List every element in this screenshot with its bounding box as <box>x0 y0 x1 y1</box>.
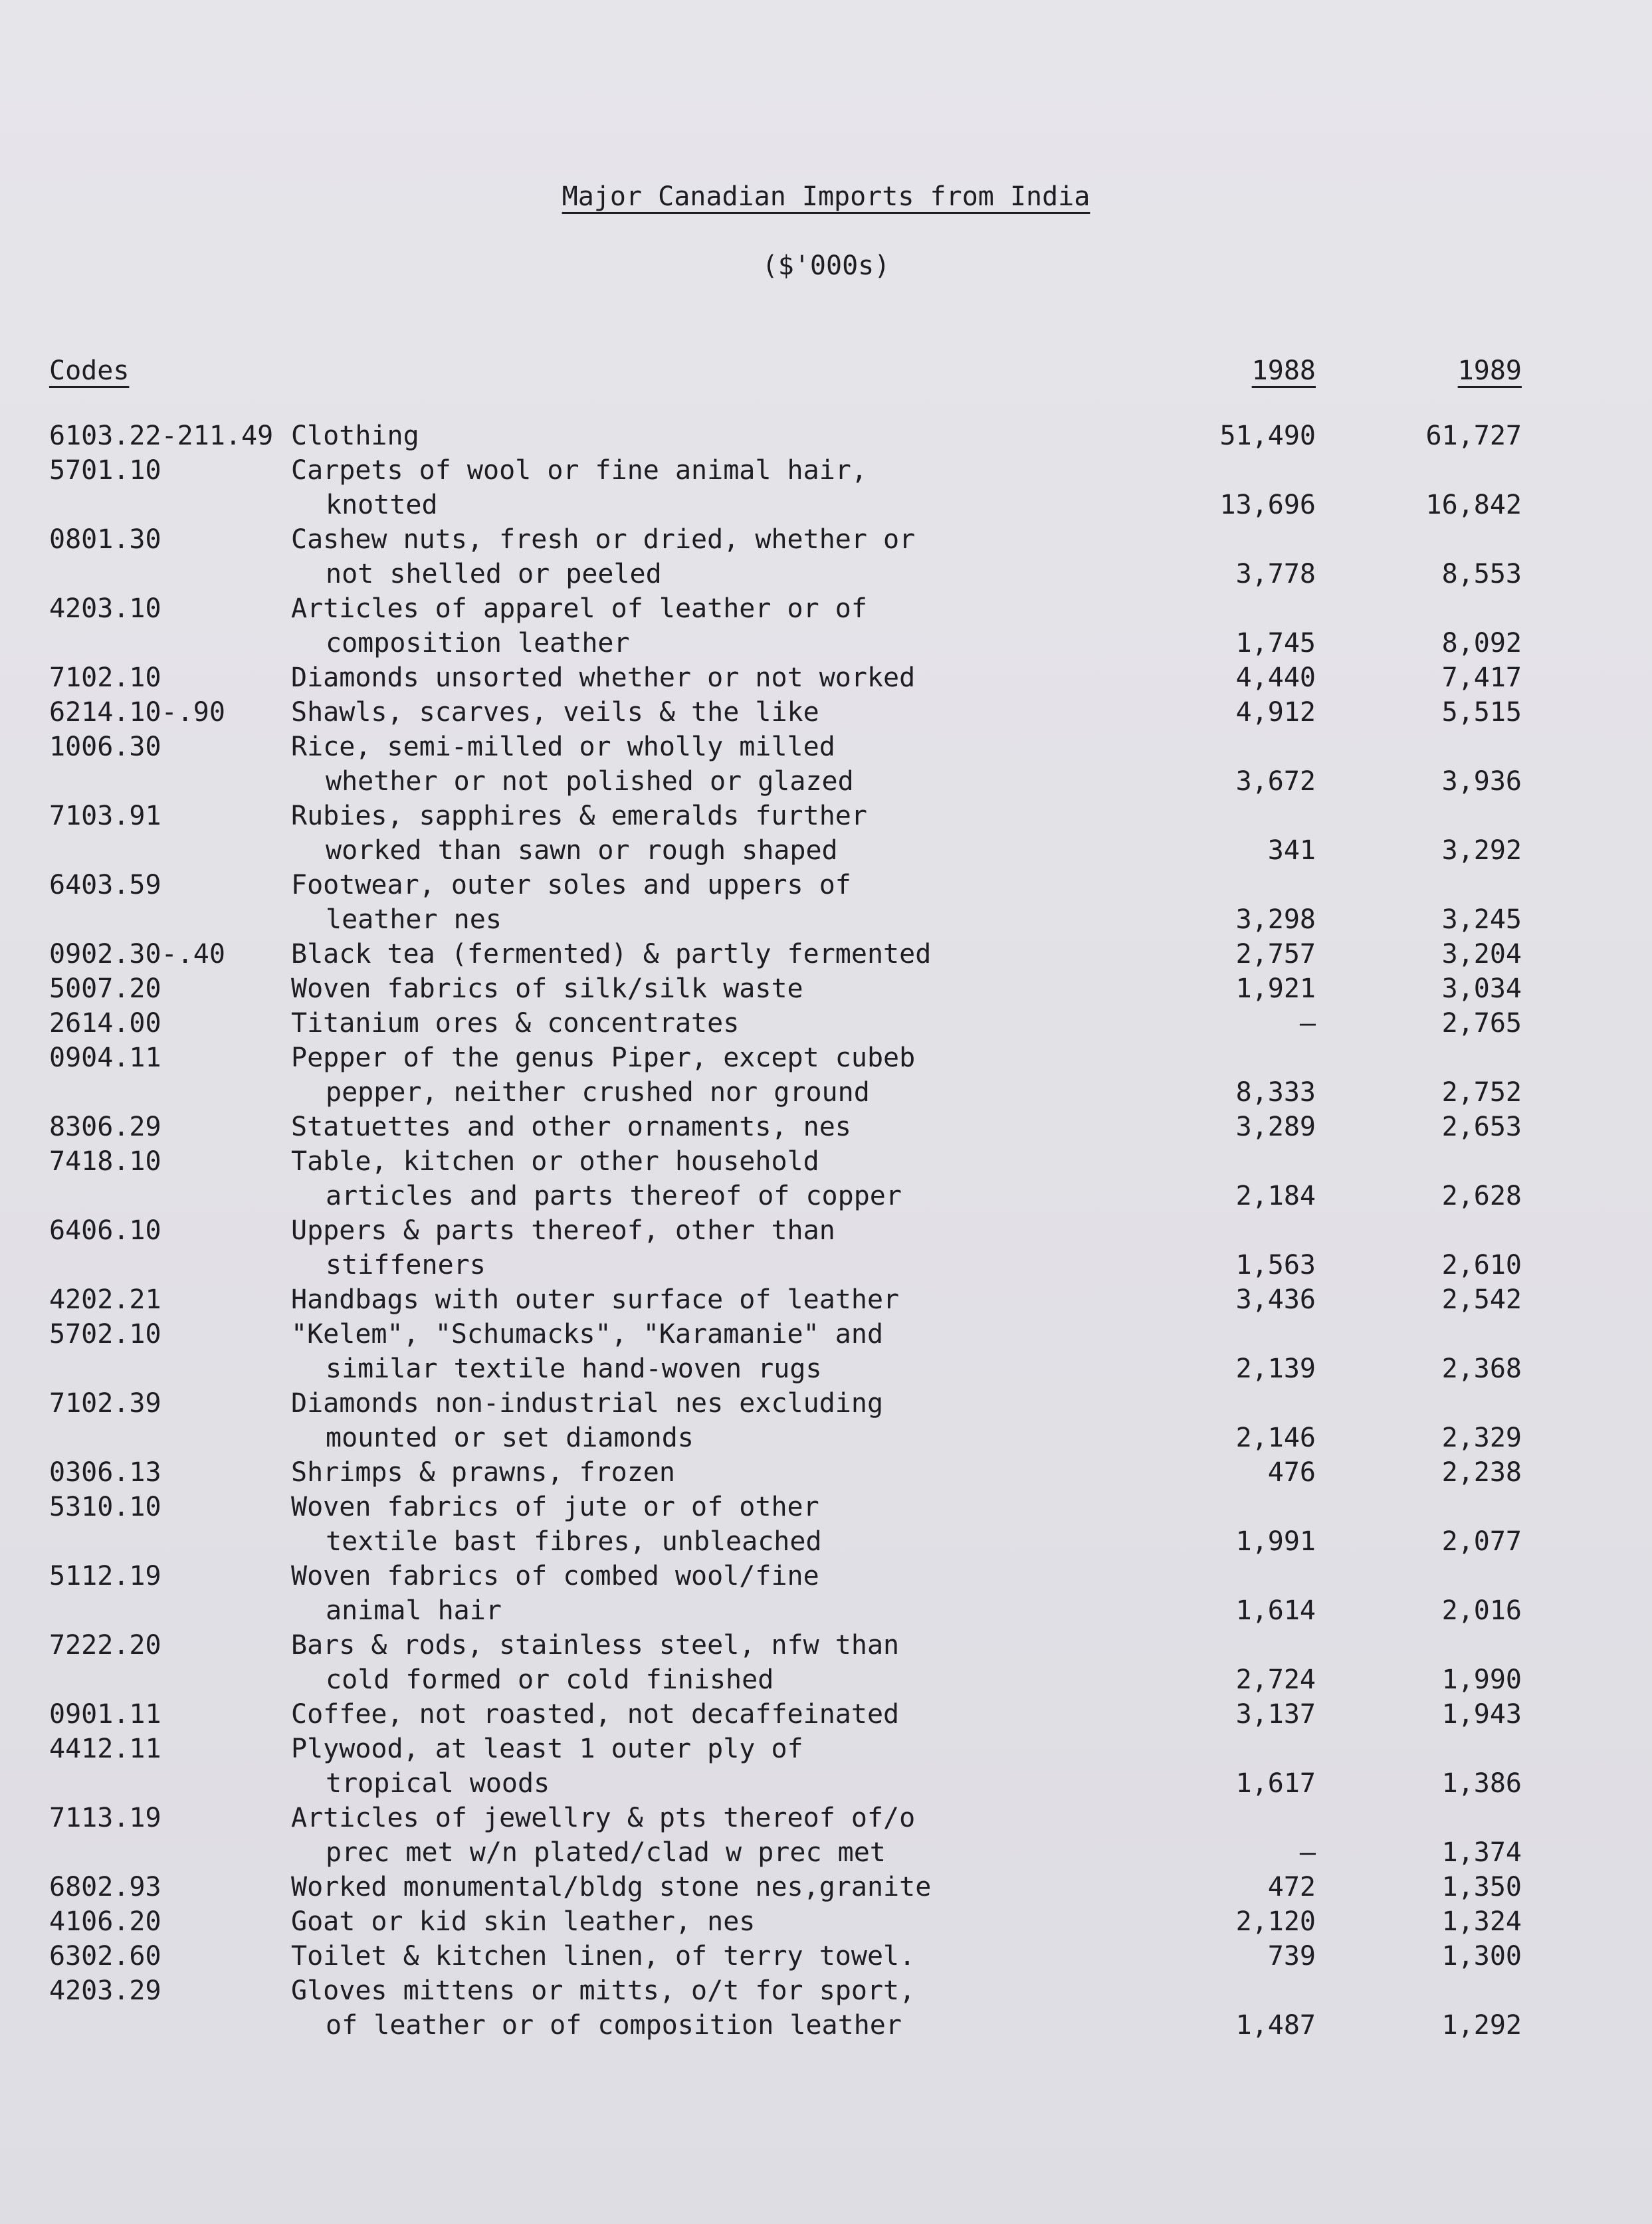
value-1989: 3,204 <box>1441 939 1522 969</box>
commodity-description <box>291 453 867 522</box>
value-1988: 476 <box>1267 1457 1316 1488</box>
value-1989: 5,515 <box>1441 697 1522 728</box>
commodity-description <box>291 1006 739 1041</box>
value-1988: 3,778 <box>1235 559 1316 589</box>
value-1988: 1,487 <box>1235 2010 1316 2041</box>
description-line: composition leather <box>326 628 630 658</box>
description-line: Diamonds unsorted whether or not worked <box>291 662 916 693</box>
value-1988: 1,614 <box>1235 1595 1316 1626</box>
commodity-code: 7102.39 <box>49 1388 161 1419</box>
commodity-code: 2614.00 <box>49 1008 161 1039</box>
value-1989: 2,016 <box>1441 1595 1522 1626</box>
value-1988: 51,490 <box>1219 421 1316 451</box>
value-1988: 8,333 <box>1235 1077 1316 1108</box>
value-1989: 2,752 <box>1441 1077 1522 1108</box>
commodity-code: 7103.91 <box>49 801 161 831</box>
value-1989: 2,765 <box>1441 1008 1522 1039</box>
commodity-code: 1006.30 <box>49 732 161 762</box>
commodity-code: 5112.19 <box>49 1561 161 1591</box>
table-row <box>0 1697 1652 1732</box>
value-1988: 739 <box>1267 1941 1316 1971</box>
description-line: of leather or of composition leather <box>326 2010 902 2041</box>
description-line: "Kelem", "Schumacks", "Karamanie" and <box>291 1319 884 1350</box>
value-1988: 3,289 <box>1235 1112 1316 1142</box>
commodity-description <box>291 1628 899 1697</box>
value-1989: 1,990 <box>1441 1665 1522 1695</box>
commodity-description <box>291 1939 915 1973</box>
commodity-description <box>291 1559 819 1628</box>
description-line: not shelled or peeled <box>326 559 662 589</box>
commodity-code: 6214.10-.90 <box>49 697 225 728</box>
commodity-code: 6802.93 <box>49 1872 161 1902</box>
value-1988: 13,696 <box>1219 490 1316 520</box>
table-row <box>0 1939 1652 1973</box>
value-1989: 1,943 <box>1441 1699 1522 1730</box>
commodity-code: 5702.10 <box>49 1319 161 1350</box>
description-line: cold formed or cold finished <box>326 1665 774 1695</box>
commodity-code: 7113.19 <box>49 1803 161 1833</box>
value-1989: 2,329 <box>1441 1423 1522 1453</box>
value-1989: 3,292 <box>1441 835 1522 866</box>
document-title: Major Canadian Imports from India <box>562 181 1090 212</box>
commodity-description <box>291 1386 883 1455</box>
commodity-description <box>291 1317 883 1386</box>
table-row <box>0 695 1652 730</box>
table-row <box>0 1628 1652 1697</box>
commodity-description <box>291 591 867 660</box>
table-row <box>0 730 1652 799</box>
commodity-description <box>291 799 867 868</box>
description-line: Coffee, not roasted, not decaffeinated <box>291 1699 900 1730</box>
commodity-description <box>291 730 854 799</box>
commodity-description <box>291 695 819 730</box>
description-line: Table, kitchen or other household <box>291 1146 819 1177</box>
commodity-code: 5701.10 <box>49 455 161 486</box>
table-row <box>0 1455 1652 1490</box>
value-1989: 2,628 <box>1441 1181 1522 1211</box>
description-line: Black tea (fermented) & partly fermented <box>291 939 932 969</box>
description-line: Clothing <box>291 421 419 451</box>
commodity-code: 4203.10 <box>49 593 161 624</box>
commodity-description <box>291 419 419 453</box>
commodity-code: 5310.10 <box>49 1492 161 1522</box>
description-line: articles and parts thereof of copper <box>326 1181 902 1211</box>
commodity-code: 4202.21 <box>49 1284 161 1315</box>
description-line: mounted or set diamonds <box>326 1423 694 1453</box>
value-1988: 1,921 <box>1235 973 1316 1004</box>
description-line: Woven fabrics of combed wool/fine <box>291 1561 819 1591</box>
value-1989: 2,077 <box>1441 1526 1522 1557</box>
value-1988: – <box>1299 1008 1316 1039</box>
commodity-code: 0306.13 <box>49 1457 161 1488</box>
value-1988: 4,912 <box>1235 697 1316 728</box>
value-1989: 2,368 <box>1441 1354 1522 1384</box>
commodity-description <box>291 1870 931 1904</box>
value-1988: 1,991 <box>1235 1526 1316 1557</box>
table-row <box>0 937 1652 971</box>
column-header-1988: 1988 <box>1251 355 1316 386</box>
value-1989: 8,092 <box>1441 628 1522 658</box>
description-line: Shawls, scarves, veils & the like <box>291 697 819 728</box>
table-row <box>0 1110 1652 1144</box>
commodity-code: 4106.20 <box>49 1906 161 1937</box>
value-1988: 3,436 <box>1235 1284 1316 1315</box>
commodity-code: 8306.29 <box>49 1112 161 1142</box>
value-1988: 2,757 <box>1235 939 1316 969</box>
table-row <box>0 1317 1652 1386</box>
table-row <box>0 1801 1652 1870</box>
table-row <box>0 1490 1652 1559</box>
table-row <box>0 1559 1652 1628</box>
description-line: Footwear, outer soles and uppers of <box>291 870 851 900</box>
value-1988: 2,724 <box>1235 1665 1316 1695</box>
commodity-description <box>291 1041 915 1110</box>
description-line: Gloves mittens or mitts, o/t for sport, <box>291 1975 916 2006</box>
commodity-description <box>291 1144 902 1213</box>
description-line: Worked monumental/bldg stone nes,granite <box>291 1872 932 1902</box>
value-1989: 8,553 <box>1441 559 1522 589</box>
value-1988: 3,298 <box>1235 904 1316 935</box>
description-line: Shrimps & prawns, frozen <box>291 1457 675 1488</box>
value-1988: 4,440 <box>1235 662 1316 693</box>
description-line: similar textile hand-woven rugs <box>326 1354 822 1384</box>
value-1988: 472 <box>1267 1872 1316 1902</box>
commodity-description <box>291 1732 803 1801</box>
description-line: Pepper of the genus Piper, except cubeb <box>291 1043 916 1073</box>
commodity-code: 7102.10 <box>49 662 161 693</box>
description-line: Titanium ores & concentrates <box>291 1008 740 1039</box>
value-1988: – <box>1299 1837 1316 1868</box>
value-1989: 1,300 <box>1441 1941 1522 1971</box>
commodity-code: 4412.11 <box>49 1734 161 1764</box>
table-row <box>0 591 1652 660</box>
commodity-code: 6406.10 <box>49 1215 161 1246</box>
value-1988: 1,563 <box>1235 1250 1316 1280</box>
description-line: Woven fabrics of jute or of other <box>291 1492 819 1522</box>
value-1989: 7,417 <box>1441 662 1522 693</box>
commodity-description <box>291 1455 675 1490</box>
description-line: Statuettes and other ornaments, nes <box>291 1112 851 1142</box>
value-1989: 1,374 <box>1441 1837 1522 1868</box>
description-line: prec met w/n plated/clad w prec met <box>326 1837 886 1868</box>
table-row <box>0 419 1652 453</box>
table-row <box>0 799 1652 868</box>
description-line: knotted <box>326 490 438 520</box>
table-row <box>0 1282 1652 1317</box>
commodity-code: 5007.20 <box>49 973 161 1004</box>
description-line: tropical woods <box>326 1768 550 1799</box>
value-1988: 2,120 <box>1235 1906 1316 1937</box>
commodity-description <box>291 971 803 1006</box>
table-row <box>0 1973 1652 2043</box>
commodity-description <box>291 937 931 971</box>
value-1988: 2,139 <box>1235 1354 1316 1384</box>
table-row <box>0 1870 1652 1904</box>
value-1988: 341 <box>1267 835 1316 866</box>
table-row <box>0 453 1652 522</box>
table-row <box>0 1386 1652 1455</box>
commodity-description <box>291 1282 899 1317</box>
description-line: Plywood, at least 1 outer ply of <box>291 1734 803 1764</box>
description-line: Toilet & kitchen linen, of terry towel. <box>291 1941 916 1971</box>
description-line: Uppers & parts thereof, other than <box>291 1215 835 1246</box>
value-1989: 1,292 <box>1441 2010 1522 2041</box>
table-row <box>0 1904 1652 1939</box>
commodity-description <box>291 1490 822 1559</box>
value-1989: 2,610 <box>1441 1250 1522 1280</box>
commodity-description <box>291 1904 755 1939</box>
commodity-description <box>291 1697 899 1732</box>
table-row <box>0 1041 1652 1110</box>
value-1988: 1,745 <box>1235 628 1316 658</box>
value-1989: 1,324 <box>1441 1906 1522 1937</box>
commodity-code: 4203.29 <box>49 1975 161 2006</box>
table-row <box>0 1213 1652 1282</box>
commodity-code: 0902.30-.40 <box>49 939 225 969</box>
value-1989: 2,542 <box>1441 1284 1522 1315</box>
description-line: worked than sawn or rough shaped <box>326 835 838 866</box>
commodity-description <box>291 660 915 695</box>
value-1989: 16,842 <box>1425 490 1522 520</box>
description-line: Goat or kid skin leather, nes <box>291 1906 756 1937</box>
description-line: Articles of jewellry & pts thereof of/o <box>291 1803 916 1833</box>
value-1988: 2,184 <box>1235 1181 1316 1211</box>
value-1988: 3,672 <box>1235 766 1316 797</box>
description-line: Articles of apparel of leather or of <box>291 593 867 624</box>
table-row <box>0 1006 1652 1041</box>
description-line: pepper, neither crushed nor ground <box>326 1077 870 1108</box>
value-1989: 61,727 <box>1425 421 1522 451</box>
imports-table <box>0 419 1652 2043</box>
commodity-description <box>291 1801 915 1870</box>
commodity-description <box>291 1973 915 2043</box>
description-line: leather nes <box>326 904 502 935</box>
description-line: Handbags with outer surface of leather <box>291 1284 900 1315</box>
value-1989: 1,350 <box>1441 1872 1522 1902</box>
value-1988: 2,146 <box>1235 1423 1316 1453</box>
description-line: textile bast fibres, unbleached <box>326 1526 822 1557</box>
commodity-code: 6403.59 <box>49 870 161 900</box>
description-line: whether or not polished or glazed <box>326 766 854 797</box>
description-line: Rubies, sapphires & emeralds further <box>291 801 867 831</box>
commodity-code: 7222.20 <box>49 1630 161 1661</box>
value-1988: 3,137 <box>1235 1699 1316 1730</box>
value-1989: 3,034 <box>1441 973 1522 1004</box>
description-line: Bars & rods, stainless steel, nfw than <box>291 1630 900 1661</box>
value-1988: 1,617 <box>1235 1768 1316 1799</box>
commodity-description <box>291 522 915 591</box>
value-1989: 3,245 <box>1441 904 1522 935</box>
description-line: Carpets of wool or fine animal hair, <box>291 455 867 486</box>
commodity-code: 0901.11 <box>49 1699 161 1730</box>
column-header-1989: 1989 <box>1457 355 1522 386</box>
commodity-code: 7418.10 <box>49 1146 161 1177</box>
description-line: animal hair <box>326 1595 502 1626</box>
commodity-code: 6302.60 <box>49 1941 161 1971</box>
commodity-description <box>291 1110 851 1144</box>
table-row <box>0 522 1652 591</box>
commodity-description <box>291 1213 835 1282</box>
column-header-codes: Codes <box>49 355 130 386</box>
value-1989: 3,936 <box>1441 766 1522 797</box>
table-row <box>0 1732 1652 1801</box>
commodity-code: 0904.11 <box>49 1043 161 1073</box>
table-row <box>0 971 1652 1006</box>
document-subtitle: ($'000s) <box>762 251 890 281</box>
commodity-code: 0801.30 <box>49 524 161 555</box>
value-1989: 2,653 <box>1441 1112 1522 1142</box>
value-1989: 1,386 <box>1441 1768 1522 1799</box>
table-row <box>0 1144 1652 1213</box>
commodity-code: 6103.22-211.49 <box>49 421 274 451</box>
table-row <box>0 868 1652 937</box>
description-line: Cashew nuts, fresh or dried, whether or <box>291 524 916 555</box>
commodity-description <box>291 868 851 937</box>
description-line: Diamonds non-industrial nes excluding <box>291 1388 884 1419</box>
description-line: Rice, semi-milled or wholly milled <box>291 732 835 762</box>
table-row <box>0 660 1652 695</box>
description-line: stiffeners <box>326 1250 486 1280</box>
value-1989: 2,238 <box>1441 1457 1522 1488</box>
description-line: Woven fabrics of silk/silk waste <box>291 973 803 1004</box>
